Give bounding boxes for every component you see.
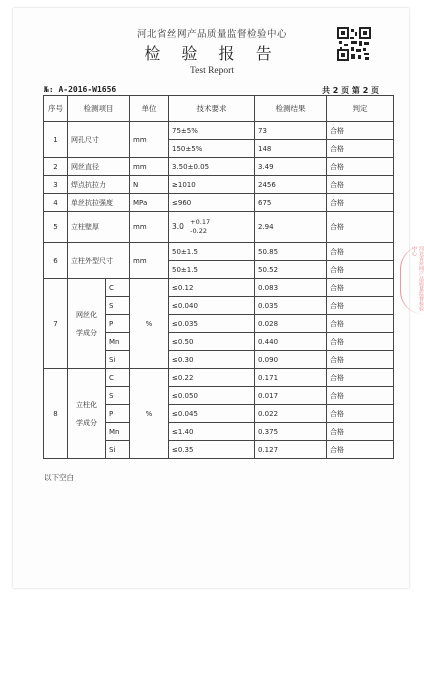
row-judgement: 合格 (327, 140, 394, 158)
row-unit: mm (130, 243, 169, 279)
col-header-result: 检测结果 (255, 96, 327, 122)
qr-code-icon (337, 27, 371, 61)
element-name: Si (106, 351, 130, 369)
stamp-text: 河北省丝网产品质量监督检验中心 (411, 246, 424, 311)
row-unit: % (130, 279, 169, 369)
row-item: 焊点抗拉力 (68, 176, 130, 194)
row-requirement: 3.50±0.05 (169, 158, 255, 176)
report-subtitle: Test Report (190, 66, 234, 76)
row-result: 0.375 (255, 423, 327, 441)
row-item-line2: 学成分 (76, 418, 97, 427)
row-judgement: 合格 (327, 423, 394, 441)
row-requirement: ≤0.30 (169, 351, 255, 369)
test-results-table (43, 95, 394, 459)
row-item-line1: 立柱化 (76, 400, 97, 409)
row-requirement: ≤1.40 (169, 423, 255, 441)
element-name: P (106, 315, 130, 333)
element-name: S (106, 297, 130, 315)
row-requirement: ≤0.22 (169, 369, 255, 387)
element-name: Si (106, 441, 130, 459)
report-number: №: A-2016-W1656 (44, 85, 117, 94)
element-name: S (106, 387, 130, 405)
row-requirement: 50±1.5 (169, 261, 255, 279)
table-row (44, 194, 394, 212)
table-row (44, 122, 394, 140)
row-judgement: 合格 (327, 405, 394, 423)
row-item: 立柱壁厚 (68, 212, 130, 243)
row-judgement: 合格 (327, 122, 394, 140)
requirement-base: 3.0 (172, 222, 184, 231)
row-result: 50.52 (255, 261, 327, 279)
row-no: 5 (44, 212, 68, 243)
col-header-unit: 单位 (130, 96, 169, 122)
row-judgement: 合格 (327, 176, 394, 194)
row-requirement: ≤0.040 (169, 297, 255, 315)
row-unit: MPa (130, 194, 169, 212)
row-item (68, 369, 106, 459)
row-result: 2456 (255, 176, 327, 194)
row-requirement: ≤0.045 (169, 405, 255, 423)
row-result: 148 (255, 140, 327, 158)
row-no: 2 (44, 158, 68, 176)
element-name: Mn (106, 423, 130, 441)
row-result: 0.083 (255, 279, 327, 297)
table-row (44, 279, 394, 297)
row-requirement: ≤0.50 (169, 333, 255, 351)
row-result: 0.171 (255, 369, 327, 387)
row-requirement: 150±5% (169, 140, 255, 158)
row-no: 6 (44, 243, 68, 279)
row-item: 立柱外型尺寸 (68, 243, 130, 279)
row-judgement: 合格 (327, 212, 394, 243)
row-result: 0.028 (255, 315, 327, 333)
row-judgement: 合格 (327, 369, 394, 387)
row-judgement: 合格 (327, 194, 394, 212)
col-header-no: 序号 (44, 96, 68, 122)
element-name: P (106, 405, 130, 423)
table-row (44, 158, 394, 176)
row-requirement: 50±1.5 (169, 243, 255, 261)
page-indicator: 共 2 页 第 2 页 (322, 86, 380, 95)
row-no: 1 (44, 122, 68, 158)
row-judgement: 合格 (327, 351, 394, 369)
requirement-tolerance (190, 218, 210, 236)
table-row (44, 212, 394, 243)
row-result: 0.127 (255, 441, 327, 459)
tolerance-minus: -0.22 (190, 227, 207, 235)
row-result: 675 (255, 194, 327, 212)
row-judgement: 合格 (327, 279, 394, 297)
row-result: 50.85 (255, 243, 327, 261)
official-stamp (400, 246, 423, 314)
row-judgement: 合格 (327, 261, 394, 279)
blank-below-note: 以下空白 (44, 473, 74, 482)
row-item: 网孔尺寸 (68, 122, 130, 158)
row-judgement: 合格 (327, 297, 394, 315)
row-requirement: ≤0.12 (169, 279, 255, 297)
row-requirement: ≤0.035 (169, 315, 255, 333)
row-judgement: 合格 (327, 333, 394, 351)
org-name: 河北省丝网产品质量监督检验中心 (136, 29, 287, 40)
row-item-line2: 学成分 (76, 328, 97, 337)
col-header-requirement: 技术要求 (169, 96, 255, 122)
row-requirement: ≥1010 (169, 176, 255, 194)
row-no: 4 (44, 194, 68, 212)
row-item (68, 279, 106, 369)
element-name: C (106, 369, 130, 387)
row-requirement: ≤960 (169, 194, 255, 212)
element-name: Mn (106, 333, 130, 351)
row-unit: mm (130, 212, 169, 243)
row-judgement: 合格 (327, 387, 394, 405)
row-item: 网丝直径 (68, 158, 130, 176)
row-no: 7 (44, 279, 68, 369)
row-judgement: 合格 (327, 243, 394, 261)
row-unit: % (130, 369, 169, 459)
table-row (44, 369, 394, 387)
row-judgement: 合格 (327, 441, 394, 459)
row-result: 0.090 (255, 351, 327, 369)
col-header-judgement: 判定 (327, 96, 394, 122)
table-header-row (44, 96, 394, 122)
row-requirement (169, 212, 255, 243)
report-title: 检 验 报 告 (144, 44, 280, 63)
row-result: 2.94 (255, 212, 327, 243)
table-row (44, 176, 394, 194)
row-result: 0.017 (255, 387, 327, 405)
row-unit: mm (130, 158, 169, 176)
row-no: 8 (44, 369, 68, 459)
row-no: 3 (44, 176, 68, 194)
tolerance-plus: +0.17 (190, 218, 211, 226)
row-item: 单丝抗拉强度 (68, 194, 130, 212)
row-item-line1: 网丝化 (76, 310, 97, 319)
element-name: C (106, 279, 130, 297)
row-judgement: 合格 (327, 158, 394, 176)
row-result: 0.035 (255, 297, 327, 315)
row-unit: mm (130, 122, 169, 158)
row-result: 0.440 (255, 333, 327, 351)
row-requirement: 75±5% (169, 122, 255, 140)
row-result: 73 (255, 122, 327, 140)
row-unit: N (130, 176, 169, 194)
row-judgement: 合格 (327, 315, 394, 333)
row-requirement: ≤0.35 (169, 441, 255, 459)
col-header-item: 检测项目 (68, 96, 130, 122)
table-row (44, 243, 394, 261)
row-result: 0.022 (255, 405, 327, 423)
row-requirement: ≤0.050 (169, 387, 255, 405)
row-result: 3.49 (255, 158, 327, 176)
